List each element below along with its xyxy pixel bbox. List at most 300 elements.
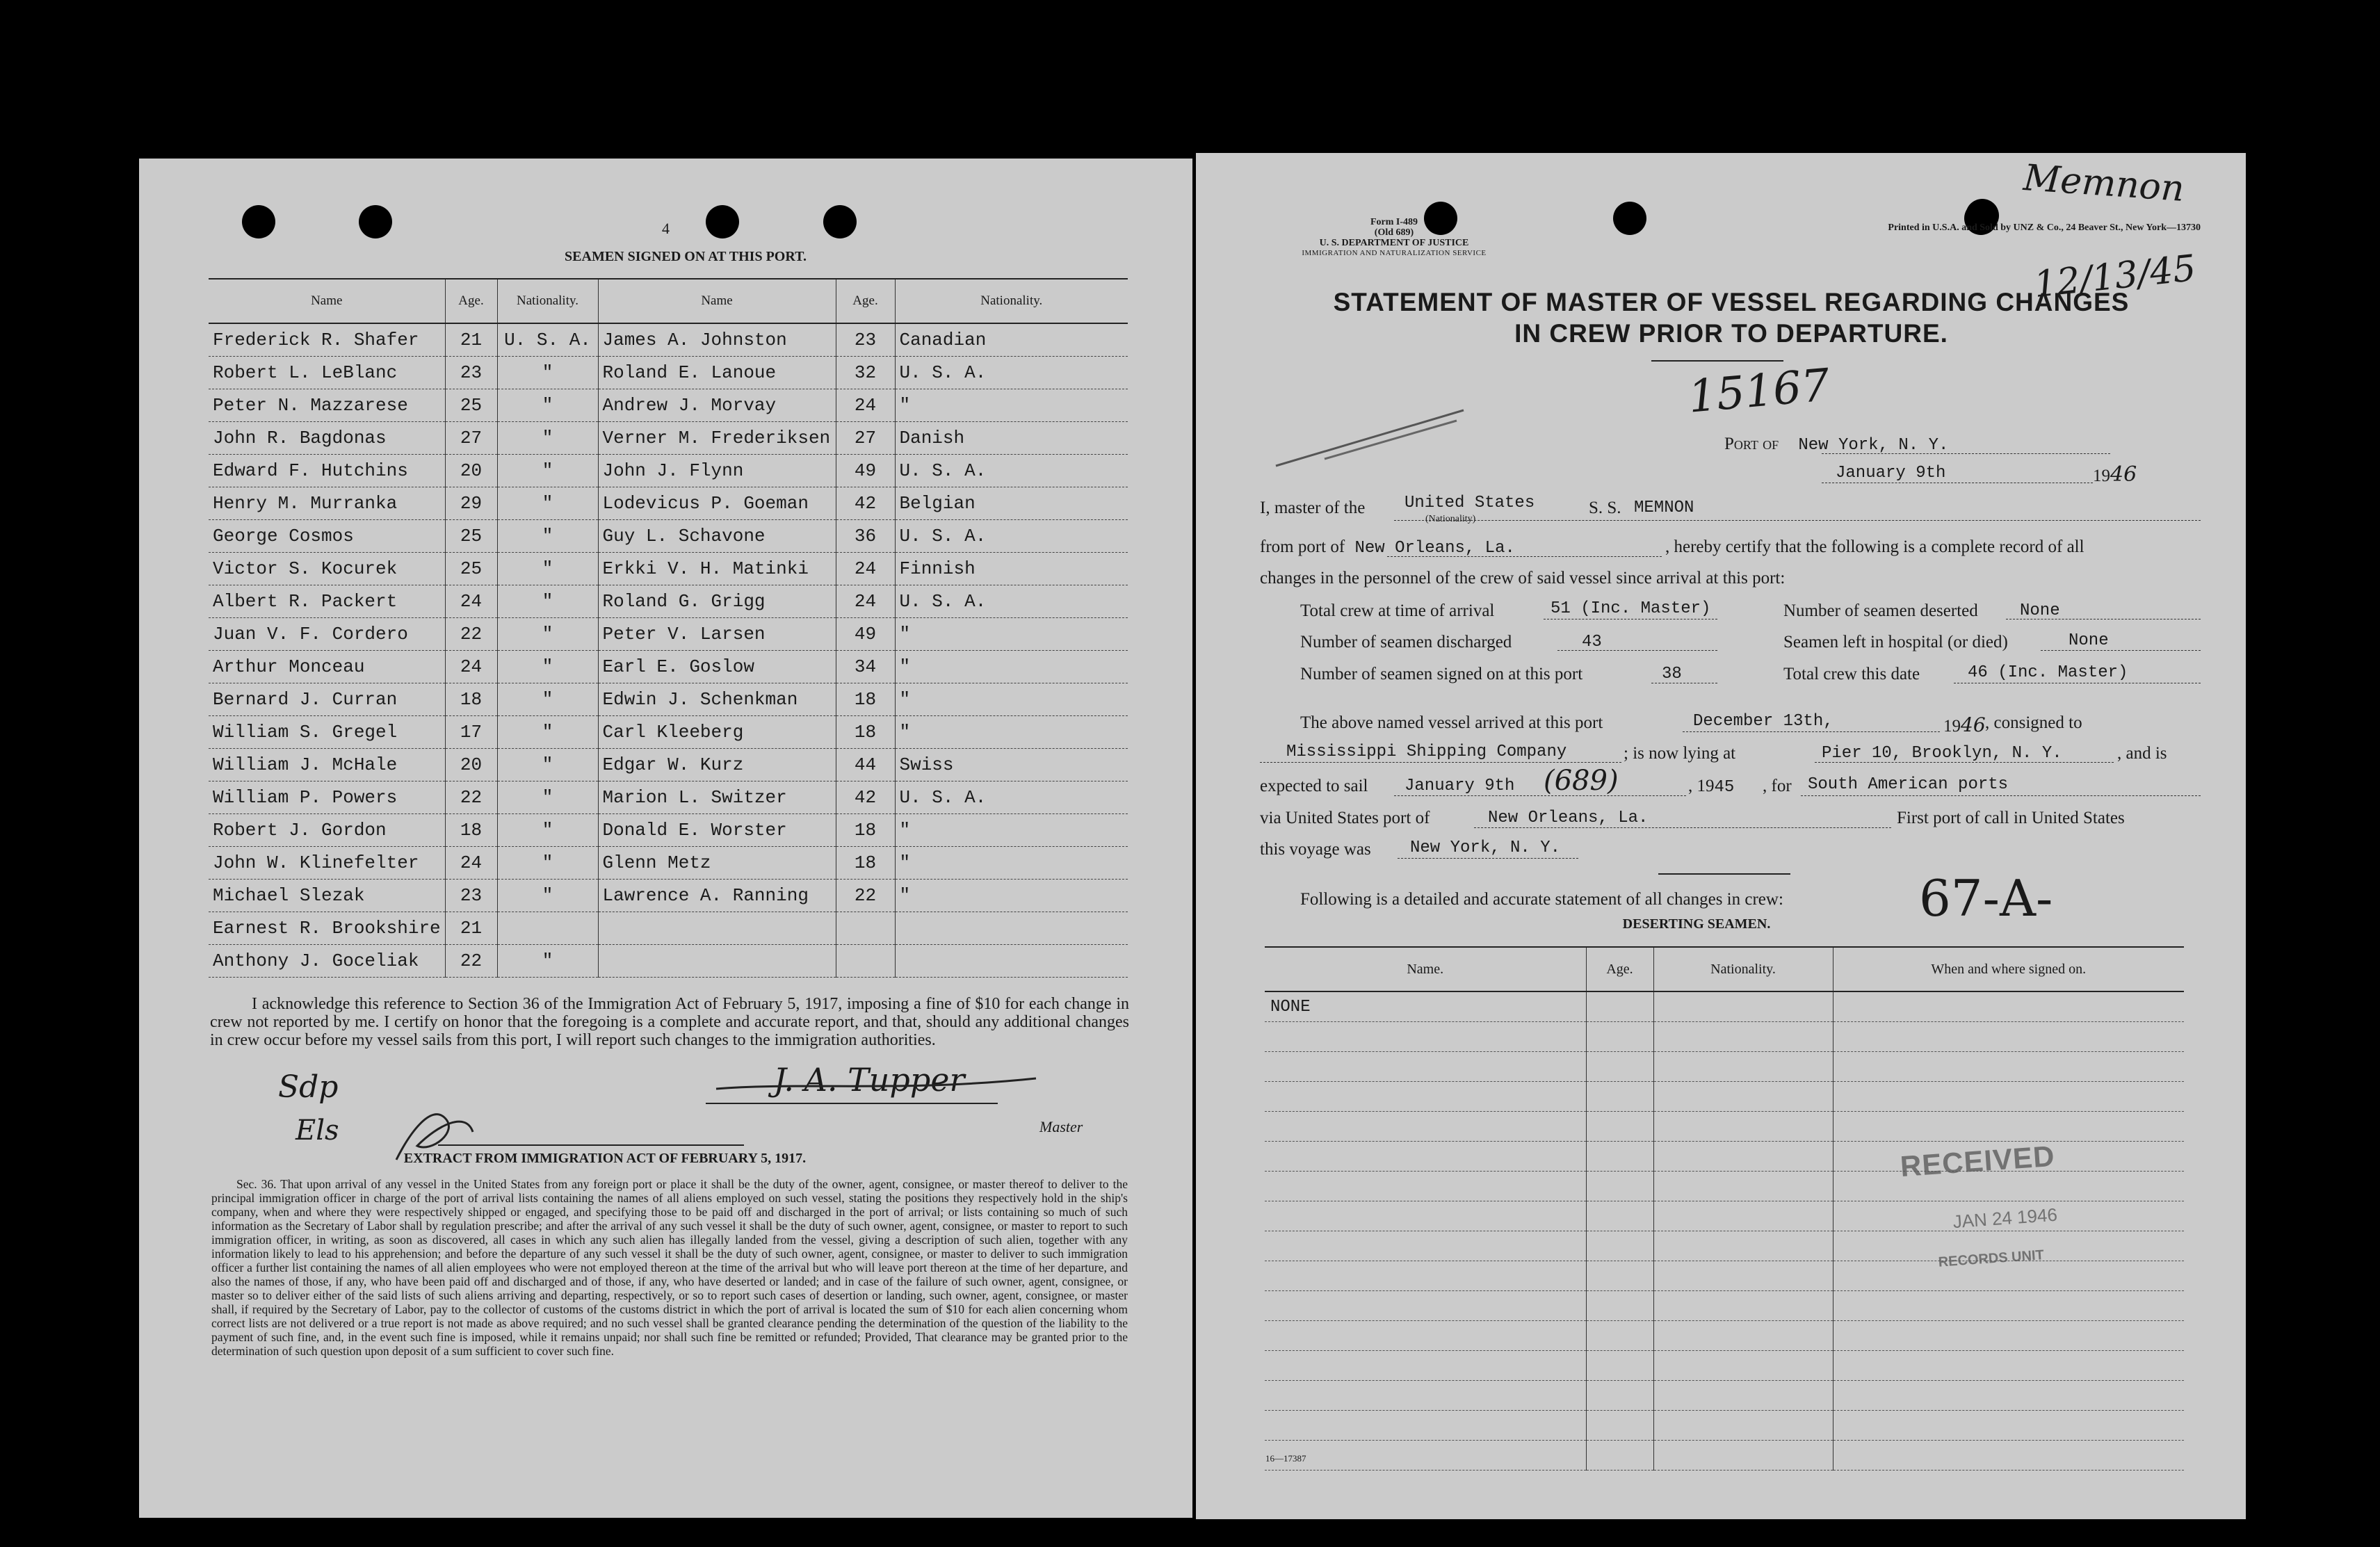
crew-name: William P. Powers <box>209 781 445 814</box>
stamp-received: RECEIVED <box>1899 1139 2056 1183</box>
table-row <box>1265 1381 2184 1411</box>
deserter-name <box>1265 1441 1586 1471</box>
fill-rule <box>1387 556 1662 557</box>
crew-name <box>598 912 836 945</box>
crew-name: Erkki V. H. Matinki <box>598 553 836 585</box>
table-row <box>1265 1112 2184 1142</box>
crew-name <box>598 945 836 978</box>
crew-age: 49 <box>836 618 895 651</box>
crew-age: 25 <box>445 553 497 585</box>
fill-rule <box>1822 453 2110 454</box>
pen-strokes <box>1269 382 1471 480</box>
deserter-signed-on <box>1833 1022 2184 1052</box>
deserter-name <box>1265 1351 1586 1381</box>
crew-nationality: " <box>497 455 598 487</box>
crew-age: 32 <box>836 357 895 389</box>
crew-age: 23 <box>836 323 895 357</box>
table-row <box>209 847 1128 880</box>
crew-nationality: U. S. A. <box>895 357 1128 389</box>
crew-name: Roland G. Grigg <box>598 585 836 618</box>
fill-rule <box>2041 650 2201 651</box>
col-header-nationality: Nationality. <box>497 279 598 323</box>
destination: South American ports <box>1808 775 2009 794</box>
handwritten-initials: Els <box>296 1115 339 1147</box>
fill-rule <box>1683 731 1940 732</box>
signed-on-value: 38 <box>1662 665 1682 683</box>
crew-age: 21 <box>445 912 497 945</box>
crew-nationality: " <box>497 781 598 814</box>
crew-age: 25 <box>445 520 497 553</box>
crew-name: Guy L. Schavone <box>598 520 836 553</box>
year-value: 46 <box>2110 462 2137 487</box>
received-stamp <box>1899 1131 2189 1330</box>
deserter-nationality <box>1653 1351 1833 1381</box>
form-number: Form I-489 <box>1370 217 1418 227</box>
deserter-nationality <box>1653 1321 1833 1351</box>
crew-age: 36 <box>836 520 895 553</box>
table-row <box>209 651 1128 683</box>
table-row <box>209 487 1128 520</box>
deserter-signed-on <box>1833 1082 2184 1112</box>
crew-name: John W. Klinefelter <box>209 847 445 880</box>
printer-line: Printed in U.S.A. and Sold by UNZ & Co., 24 Beaver St., New York—13730 <box>1888 222 2201 233</box>
crew-age: 25 <box>445 389 497 422</box>
crew-name: William S. Gregel <box>209 716 445 749</box>
total-crew-arrival-label: Total crew at time of arrival <box>1300 601 1495 620</box>
crew-nationality: U. S. A. <box>497 323 598 357</box>
deserter-name <box>1265 1411 1586 1441</box>
handwritten-reference: 67-A- <box>1919 869 2053 928</box>
lying-at-value: Pier 10, Brooklyn, N. Y. <box>1822 744 2062 763</box>
for-label: , for <box>1763 777 1792 795</box>
arrival-year <box>1943 713 1986 736</box>
crew-name: Frederick R. Shafer <box>209 323 445 357</box>
crew-name: Henry M. Murranka <box>209 487 445 520</box>
crew-name: Roland E. Lanoue <box>598 357 836 389</box>
fill-rule <box>1557 650 1717 651</box>
deserter-age <box>1586 1201 1653 1231</box>
deserted-label: Number of seamen deserted <box>1783 601 1978 620</box>
nationality-value: United States <box>1404 494 1535 512</box>
crew-nationality <box>497 912 598 945</box>
col-header-signed-on: When and where signed on. <box>1833 947 2184 991</box>
col-header-name: Name. <box>1265 947 1586 991</box>
arrival-year-value: 46 <box>1961 713 1986 736</box>
crew-nationality: Finnish <box>895 553 1128 585</box>
deserter-nationality <box>1653 1291 1833 1321</box>
crew-nationality: Canadian <box>895 323 1128 357</box>
crew-nationality: " <box>497 553 598 585</box>
crew-age: 49 <box>836 455 895 487</box>
title-line-2: IN CREW PRIOR TO DEPARTURE. <box>1514 319 1948 348</box>
crew-age: 27 <box>836 422 895 455</box>
right-page <box>1196 153 2246 1519</box>
deserter-name <box>1265 1201 1586 1231</box>
deserter-name <box>1265 1082 1586 1112</box>
acknowledgment-text: I acknowledge this reference to Section 36 of the Immigration Act of February 5, 1917, imposing a fine of $10 for each change in crew not reported by me. I certify on honor that the foregoing is a complete and accurate report, and that, should any additional changes in crew occur before my vessel sails from this port, I will report such changes to the immigration authorities. <box>210 995 1129 1049</box>
crew-nationality <box>895 945 1128 978</box>
deserter-age <box>1586 1172 1653 1201</box>
deserter-nationality <box>1653 1201 1833 1231</box>
table-row <box>209 683 1128 716</box>
punch-hole <box>242 205 275 238</box>
table-row <box>1265 1082 2184 1112</box>
nationality-label: (Nationality) <box>1425 514 1476 524</box>
table-row <box>209 323 1128 357</box>
fill-rule <box>1260 762 1621 763</box>
port-line <box>1724 435 1948 455</box>
divider <box>438 1144 744 1146</box>
deserter-name <box>1265 1052 1586 1082</box>
crew-name: Edward F. Hutchins <box>209 455 445 487</box>
deserter-age <box>1586 1321 1653 1351</box>
deserter-nationality <box>1653 1082 1833 1112</box>
crew-nationality: Belgian <box>895 487 1128 520</box>
total-crew-arrival-value: 51 (Inc. Master) <box>1551 599 1711 618</box>
col-header-nationality: Nationality. <box>1653 947 1833 991</box>
table-row <box>209 585 1128 618</box>
this-voyage-value: New York, N. Y. <box>1410 839 1561 857</box>
sail-year <box>1688 777 1734 797</box>
crew-nationality: " <box>497 618 598 651</box>
table-row <box>209 618 1128 651</box>
table-row <box>209 422 1128 455</box>
date-line <box>1836 462 1945 483</box>
deserter-name <box>1265 1291 1586 1321</box>
table-row <box>209 814 1128 847</box>
deserter-nationality <box>1653 991 1833 1022</box>
crew-name: Robert L. LeBlanc <box>209 357 445 389</box>
department-name: U. S. DEPARTMENT OF JUSTICE <box>1319 238 1469 248</box>
port-value: New York, N. Y. <box>1798 436 1949 455</box>
discharged-label: Number of seamen discharged <box>1300 633 1512 651</box>
crew-nationality: " <box>497 487 598 520</box>
table-row <box>209 455 1128 487</box>
deserter-name <box>1265 1231 1586 1261</box>
deserter-age <box>1586 1381 1653 1411</box>
signature-line <box>706 1103 998 1104</box>
crew-age: 24 <box>836 585 895 618</box>
deserter-nationality <box>1653 1112 1833 1142</box>
crew-age: 24 <box>836 389 895 422</box>
crew-nationality: " <box>497 683 598 716</box>
crew-name: Edwin J. Schenkman <box>598 683 836 716</box>
first-call-label: First port of call in United States <box>1897 809 2125 827</box>
crew-age: 18 <box>836 716 895 749</box>
crew-age: 23 <box>445 357 497 389</box>
consignee: Mississippi Shipping Company <box>1286 743 1567 761</box>
crew-nationality: " <box>497 585 598 618</box>
crew-age: 23 <box>445 880 497 912</box>
service-name: IMMIGRATION AND NATURALIZATION SERVICE <box>1302 249 1487 257</box>
col-header-age: Age. <box>836 279 895 323</box>
crew-age: 42 <box>836 781 895 814</box>
master-signature: J. A. Tupper <box>695 1061 1043 1110</box>
crew-name: George Cosmos <box>209 520 445 553</box>
crew-nationality: U. S. A. <box>895 781 1128 814</box>
crew-age: 27 <box>445 422 497 455</box>
total-today-label: Total crew this date <box>1783 665 1920 683</box>
crew-nationality: " <box>497 422 598 455</box>
page-number: 4 <box>662 220 670 237</box>
crew-name: Earnest R. Brookshire <box>209 912 445 945</box>
deserter-name <box>1265 1172 1586 1201</box>
crew-name: Lodevicus P. Goeman <box>598 487 836 520</box>
crew-age: 22 <box>445 945 497 978</box>
form-header <box>1269 217 1519 259</box>
via-label: via United States port of <box>1260 809 1430 827</box>
deserter-nationality <box>1653 1231 1833 1261</box>
deserter-signed-on <box>1833 1351 2184 1381</box>
deserter-signed-on <box>1833 991 2184 1022</box>
crew-nationality: " <box>497 749 598 781</box>
seamen-signed-on-table <box>209 278 1128 978</box>
crew-name: William J. McHale <box>209 749 445 781</box>
handwritten-initials: Sdp <box>278 1069 339 1105</box>
deserted-value: None <box>2020 601 2060 620</box>
crew-age: 21 <box>445 323 497 357</box>
crew-name: Robert J. Gordon <box>209 814 445 847</box>
deserter-signed-on <box>1833 1411 2184 1441</box>
via-value: New Orleans, La. <box>1488 809 1649 827</box>
deserter-signed-on <box>1833 1381 2184 1411</box>
certify-text: , hereby certify that the following is a complete record of all <box>1665 537 2084 556</box>
changes-text: changes in the personnel of the crew of said vessel since arrival at this port: <box>1260 569 1786 588</box>
deserter-name: NONE <box>1265 991 1586 1022</box>
section-title: SEAMEN SIGNED ON AT THIS PORT. <box>565 249 807 264</box>
deserter-signed-on <box>1833 1321 2184 1351</box>
handwritten-date: 12/13/45 <box>2032 247 2199 307</box>
deserter-nationality <box>1653 1052 1833 1082</box>
crew-nationality: " <box>497 651 598 683</box>
table-row <box>1265 1411 2184 1441</box>
col-header-name: Name <box>598 279 836 323</box>
crew-age: 44 <box>836 749 895 781</box>
crew-age: 34 <box>836 651 895 683</box>
deserter-age <box>1586 1022 1653 1052</box>
deserter-name <box>1265 1261 1586 1291</box>
crew-nationality: " <box>895 880 1128 912</box>
crew-nationality: " <box>497 945 598 978</box>
fill-rule <box>1394 520 2201 521</box>
crew-name: Verner M. Frederiksen <box>598 422 836 455</box>
crew-nationality: " <box>497 520 598 553</box>
crew-age: 17 <box>445 716 497 749</box>
table-row <box>1265 1052 2184 1082</box>
deserter-signed-on <box>1833 1052 2184 1082</box>
lying-at-text: ; is now lying at <box>1624 744 1736 763</box>
date-value: January 9th <box>1836 464 1946 483</box>
crew-name: Anthony J. Goceliak <box>209 945 445 978</box>
crew-name: Earl E. Goslow <box>598 651 836 683</box>
crew-name: Albert R. Packert <box>209 585 445 618</box>
stamp-date: JAN 24 1946 <box>1952 1204 2058 1233</box>
table-row <box>209 389 1128 422</box>
crew-age: 24 <box>445 651 497 683</box>
deserter-nationality <box>1653 1261 1833 1291</box>
col-header-name: Name <box>209 279 445 323</box>
arrival-date: December 13th, <box>1693 712 1833 731</box>
expected-label: expected to sail <box>1260 777 1368 795</box>
discharged-value: 43 <box>1582 633 1602 651</box>
from-port-value: New Orleans, La. <box>1354 539 1515 558</box>
deserter-nationality <box>1653 1142 1833 1172</box>
deserter-nationality <box>1653 1022 1833 1052</box>
ss-label: S. S. <box>1589 499 1621 517</box>
extract-text: Sec. 36. That upon arrival of any vessel in the United States from any foreign port or place it shall be the duty of the owner, agent, consignee, or master thereof to deliver to the principal immigration officer in charge of the port of arrival lists containing the names of all aliens employed on such vessel, stating the positions they respectively hold in the ship's company, when and where they were respectively shipped or engaged, and specifying those to be paid off and discharged in the port of arrival; or lists containing so much of such information as the Secretary of Labor shall by regulation prescribe; and after the arrival of any such vessel it shall be the duty of such owner, agent, consignee, or master to report to such immigration officer, in writing, as soon as discovered, all cases in which any such alien has illegally landed from the vessel, giving a description of such alien, together with any information likely to lead to his apprehension; and before the departure of any such vessel it shall be the duty of such owner, agent, consignee, or master to deliver to such immigration officer a further list containing the names of all alien employees who were not employed thereon at the time of the arrival but who will leave port thereon at the time of her departure, and also the names of those, if any, who have been paid off and discharged and of those, if any, who have deserted or landed; and in case of the failure of such owner, agent, consignee, or master so to deliver either of the said lists of such aliens arriving and departing, respectively, or so to report such cases of desertion or landing, such owner, agent, consignee, or master shall, if required by the Secretary of Labor, pay to the collector of customs of the customs district in which the port of arrival is located the sum of $10 for each alien concerning whom correct lists are not delivered or a true report is not made as above required; and no such vessel shall be granted clearance pending the determination of the question of the liability to the payment of such fine, and, in the event such fine is imposed, while it remains unpaid; nor shall such fine be remitted or refunded; Provided, That clearance may be granted prior to the determination of such question upon deposit of a sum sufficient to cover such fine. <box>211 1177 1128 1358</box>
crew-age <box>836 945 895 978</box>
crew-name: Carl Kleeberg <box>598 716 836 749</box>
deserter-age <box>1586 1411 1653 1441</box>
expected-date: January 9th <box>1404 777 1515 795</box>
fill-rule <box>1394 795 1686 796</box>
from-port-line <box>1260 537 1515 558</box>
fill-rule <box>1474 827 1891 828</box>
sail-year-prefix: , 19 <box>1688 777 1715 795</box>
fill-rule <box>1815 762 2114 763</box>
deserter-nationality <box>1653 1381 1833 1411</box>
crew-name: James A. Johnston <box>598 323 836 357</box>
crew-age: 42 <box>836 487 895 520</box>
crew-nationality: U. S. A. <box>895 455 1128 487</box>
fill-rule <box>1398 858 1578 859</box>
deserter-name <box>1265 1321 1586 1351</box>
crew-age: 24 <box>445 847 497 880</box>
deserter-age <box>1586 1231 1653 1261</box>
extract-title: EXTRACT FROM IMMIGRATION ACT OF FEBRUARY 5, 1917. <box>403 1151 807 1166</box>
table-row <box>209 520 1128 553</box>
deserter-age <box>1586 1142 1653 1172</box>
crew-nationality: " <box>497 814 598 847</box>
crew-nationality: " <box>895 389 1128 422</box>
crew-nationality: " <box>497 357 598 389</box>
ship-name: MEMNON <box>1634 499 1694 517</box>
crew-nationality: Swiss <box>895 749 1128 781</box>
crew-name: Donald E. Worster <box>598 814 836 847</box>
table-row <box>1265 1441 2184 1471</box>
crew-age: 18 <box>445 814 497 847</box>
hospital-label: Seamen left in hospital (or died) <box>1783 633 2008 651</box>
deserter-age <box>1586 1261 1653 1291</box>
year-prefix: 19 <box>2093 467 2110 485</box>
table-row <box>209 357 1128 389</box>
master-of-label: I, master of the <box>1260 499 1366 517</box>
crew-age: 22 <box>445 781 497 814</box>
total-today-value: 46 (Inc. Master) <box>1968 663 2128 682</box>
and-is-text: , and is <box>2117 744 2167 763</box>
deserter-name <box>1265 1112 1586 1142</box>
crew-nationality: " <box>497 847 598 880</box>
crew-nationality: " <box>497 716 598 749</box>
from-port-label: from port of <box>1260 537 1345 556</box>
divider <box>1651 360 1783 362</box>
table-row <box>209 781 1128 814</box>
master-label: Master <box>1039 1118 1083 1135</box>
deserter-age <box>1586 1441 1653 1471</box>
form-title <box>1238 286 2225 349</box>
col-header-age: Age. <box>445 279 497 323</box>
crew-age: 24 <box>836 553 895 585</box>
crew-age: 24 <box>445 585 497 618</box>
crew-name: Arthur Monceau <box>209 651 445 683</box>
deserter-signed-on <box>1833 1441 2184 1471</box>
deserter-nationality <box>1653 1441 1833 1471</box>
table-row <box>209 716 1128 749</box>
crew-name: John J. Flynn <box>598 455 836 487</box>
table-row <box>1265 1321 2184 1351</box>
crew-age: 29 <box>445 487 497 520</box>
crew-age: 22 <box>836 880 895 912</box>
crew-age: 18 <box>836 683 895 716</box>
deserter-nationality <box>1653 1172 1833 1201</box>
deserter-age <box>1586 1112 1653 1142</box>
this-voyage-label: this voyage was <box>1260 840 1371 859</box>
punch-hole <box>359 205 392 238</box>
deserter-name <box>1265 1022 1586 1052</box>
deserter-age <box>1586 1351 1653 1381</box>
left-page <box>139 159 1192 1518</box>
master-of-line <box>1260 499 1365 518</box>
crew-name: Peter N. Mazzarese <box>209 389 445 422</box>
crew-age: 18 <box>445 683 497 716</box>
table-row <box>1265 991 2184 1022</box>
crew-name: Andrew J. Morvay <box>598 389 836 422</box>
deserter-name <box>1265 1142 1586 1172</box>
deserter-name <box>1265 1381 1586 1411</box>
crew-name: Victor S. Kocurek <box>209 553 445 585</box>
deserter-age <box>1586 1082 1653 1112</box>
crew-nationality: " <box>895 716 1128 749</box>
crew-nationality <box>895 912 1128 945</box>
crew-age <box>836 912 895 945</box>
form-old-number: (Old 689) <box>1374 227 1414 238</box>
deserter-age <box>1586 1291 1653 1321</box>
arrival-year-prefix: 19 <box>1943 717 1961 736</box>
consigned-to-text: , consigned to <box>1985 713 2082 732</box>
crew-name: Lawrence A. Ranning <box>598 880 836 912</box>
deserter-nationality <box>1653 1411 1833 1441</box>
crew-age: 20 <box>445 749 497 781</box>
punch-hole <box>823 205 857 238</box>
crew-nationality: " <box>895 847 1128 880</box>
following-text: Following is a detailed and accurate statement of all changes in crew: <box>1300 890 1783 909</box>
handwritten-file-number: 15167 <box>1686 359 1832 423</box>
crew-nationality: " <box>497 389 598 422</box>
crew-name: Glenn Metz <box>598 847 836 880</box>
crew-nationality: U. S. A. <box>895 585 1128 618</box>
table-row <box>1265 1022 2184 1052</box>
footer-code: 16—17387 <box>1265 1453 1306 1464</box>
crew-nationality: " <box>895 814 1128 847</box>
punch-hole <box>706 205 739 238</box>
table-row <box>209 553 1128 585</box>
crew-age: 18 <box>836 814 895 847</box>
title-line-1: STATEMENT OF MASTER OF VESSEL REGARDING CHANGES <box>1333 288 2130 316</box>
signed-on-label: Number of seamen signed on at this port <box>1300 665 1583 683</box>
crew-name: Marion L. Switzer <box>598 781 836 814</box>
handwritten-ship-name: Memnon <box>2022 156 2186 211</box>
arrived-text: The above named vessel arrived at this port <box>1300 713 1603 732</box>
table-row <box>209 945 1128 978</box>
crew-nationality: " <box>895 683 1128 716</box>
crew-age: 20 <box>445 455 497 487</box>
divider <box>1658 873 1790 875</box>
crew-name: Peter V. Larsen <box>598 618 836 651</box>
crew-nationality: U. S. A. <box>895 520 1128 553</box>
table-row <box>209 749 1128 781</box>
deserter-age <box>1586 1052 1653 1082</box>
crew-nationality: " <box>895 618 1128 651</box>
